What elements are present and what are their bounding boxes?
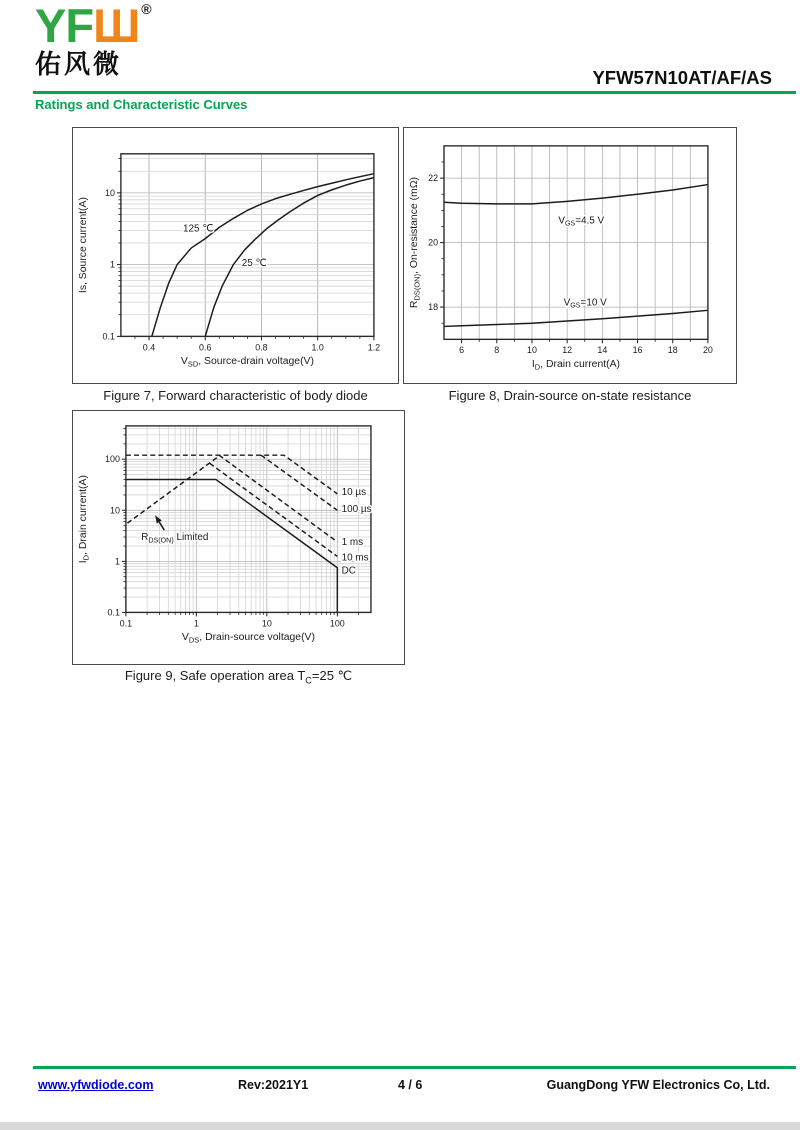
footer-divider	[33, 1066, 796, 1069]
svg-text:0.1: 0.1	[107, 607, 120, 618]
svg-text:DC: DC	[341, 565, 356, 577]
website-link[interactable]: www.yfwdiode.com	[38, 1078, 154, 1092]
svg-text:25 ℃: 25 ℃	[241, 258, 267, 270]
logo-text-yf: YF	[35, 0, 94, 52]
figure8-caption: Figure 8, Drain-source on-state resistance	[448, 388, 692, 403]
svg-text:0.6: 0.6	[199, 342, 212, 353]
svg-text:1.0: 1.0	[311, 342, 324, 353]
figure7-caption: Figure 7, Forward characteristic of body diode	[103, 388, 368, 403]
company-name: GuangDong YFW Electronics Co, Ltd.	[546, 1078, 770, 1092]
svg-text:125 ℃: 125 ℃	[183, 223, 214, 235]
svg-text:10 µs: 10 µs	[341, 486, 367, 498]
svg-text:Is, Source current(A): Is, Source current(A)	[78, 197, 90, 294]
svg-text:0.1: 0.1	[119, 618, 133, 629]
figure8-chart	[404, 128, 736, 383]
svg-text:20: 20	[702, 345, 713, 356]
page-number: 4 / 6	[398, 1078, 423, 1092]
svg-text:0.1: 0.1	[102, 331, 115, 342]
svg-text:VGS=10 V: $V_{GS}=10$ V	[563, 297, 607, 310]
logo-chinese-name: 佑风微	[35, 49, 123, 79]
revision-label: Rev:2021Y1	[238, 1078, 309, 1092]
logo-text-sha: Ш	[93, 0, 140, 52]
svg-text:10: 10	[261, 618, 272, 629]
section-title: Ratings and Characteristic Curves	[35, 97, 248, 112]
svg-text:14: 14	[597, 345, 608, 356]
svg-text:1: 1	[114, 556, 120, 567]
svg-text:VGS=4.5 V: $V_{GS}=4.5$ V	[558, 215, 605, 228]
svg-text:20: 20	[428, 237, 439, 248]
svg-text:10: 10	[110, 505, 120, 516]
svg-text:1.2: 1.2	[367, 342, 381, 353]
figure9-chart	[73, 411, 404, 664]
svg-text:16: 16	[632, 345, 643, 356]
svg-text:1: 1	[193, 618, 199, 629]
svg-text:18: 18	[667, 345, 678, 356]
registered-trademark-icon: ®	[141, 1, 152, 17]
svg-text:VDS, Drain-source voltage(V): $V_{DS}$, Drain-source voltage(V)	[181, 632, 315, 645]
screenshot-bottom-edge	[0, 1122, 800, 1130]
svg-text:0.8: 0.8	[255, 342, 268, 353]
svg-text:100: 100	[105, 454, 120, 465]
svg-text:100 µs: 100 µs	[341, 504, 372, 516]
figure9-box	[72, 410, 405, 665]
svg-text:ID, Drain current(A): $I_D$, Drain current(A)	[531, 359, 621, 372]
svg-text:10: 10	[527, 345, 537, 356]
svg-text:10: 10	[105, 187, 115, 198]
figure7-box	[72, 127, 399, 384]
svg-text:10 ms: 10 ms	[341, 552, 369, 564]
svg-text:RDS(ON), On-resistance (mΩ): $R_{DS(ON)}$, On-resistance (mΩ)	[409, 177, 422, 309]
svg-text:22: 22	[428, 173, 439, 184]
svg-text:1 ms: 1 ms	[341, 536, 364, 548]
logo-wordmark	[35, 0, 152, 52]
yfw-logo	[35, 2, 152, 77]
figure9-caption: Figure 9, Safe operation area $T_C=25$ ℃	[124, 668, 353, 686]
svg-text:RDS(ON) Limited: $R_{DS(ON)}$ Limited	[141, 532, 209, 545]
svg-text:8: 8	[494, 345, 500, 356]
figure7-chart	[73, 128, 398, 383]
svg-text:ID, Drain current(A): $I_D$, Drain current(A)	[78, 475, 91, 564]
svg-text:18: 18	[428, 302, 439, 313]
svg-text:6: 6	[459, 345, 465, 356]
svg-text:0.4: 0.4	[142, 342, 156, 353]
header-divider	[33, 91, 796, 94]
svg-text:100: 100	[329, 618, 345, 629]
part-number: YFW57N10AT/AF/AS	[592, 67, 772, 88]
svg-text:12: 12	[562, 345, 573, 356]
svg-text:1: 1	[109, 259, 115, 270]
figure8-box	[403, 127, 737, 384]
svg-text:VSD, Source-drain voltage(V): $V_{SD}$, Source-drain voltage(V)	[180, 356, 314, 369]
